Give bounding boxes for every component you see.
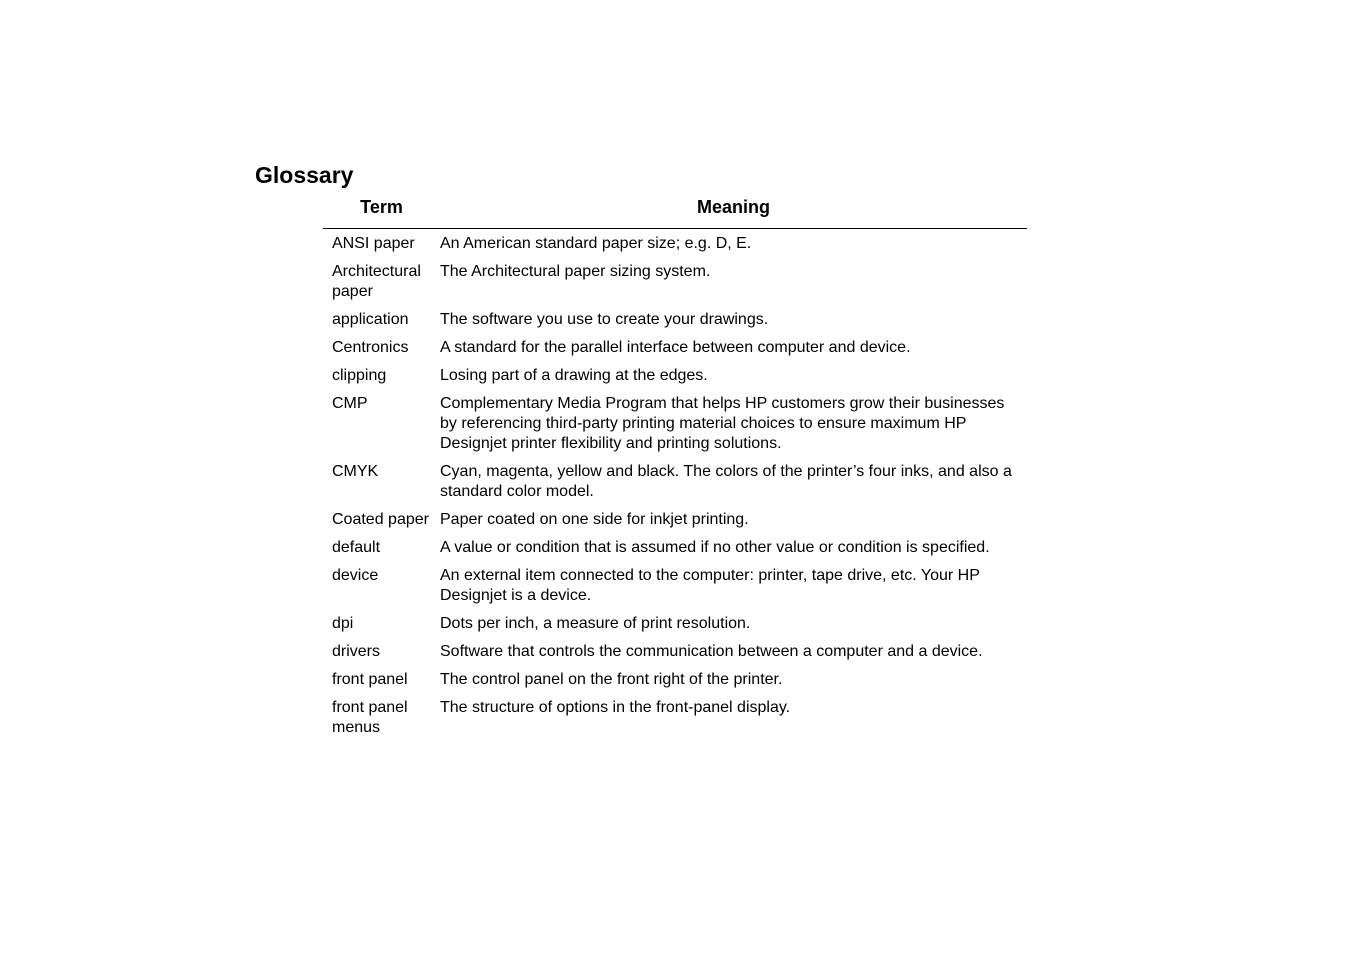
glossary-table <box>323 194 1027 742</box>
term-cell: Architectural paper <box>332 263 421 300</box>
meaning-cell: The software you use to create your drawings. <box>440 311 769 328</box>
meaning-cell: Paper coated on one side for inkjet printing. <box>440 511 749 528</box>
term-cell: Coated paper <box>332 511 429 528</box>
column-header-term: Term <box>360 197 403 217</box>
term-cell: drivers <box>332 643 381 660</box>
meaning-cell: A standard for the parallel interface between computer and device. <box>440 339 911 356</box>
table-header <box>323 194 1027 229</box>
meaning-cell: The Architectural paper sizing system. <box>440 263 711 280</box>
table-row <box>323 610 1027 638</box>
term-cell: front panel <box>332 671 408 688</box>
meaning-cell: Cyan, magenta, yellow and black. The colors of the printer’s four inks, and also a standard color model. <box>440 463 1012 500</box>
table-row <box>323 638 1027 666</box>
term-cell: device <box>332 567 379 584</box>
table-row <box>323 306 1027 334</box>
column-header-meaning: Meaning <box>696 197 770 217</box>
table-row <box>323 390 1027 458</box>
table-row <box>323 694 1027 742</box>
term-cell: default <box>332 539 381 556</box>
table-row <box>323 506 1027 534</box>
meaning-cell: Software that controls the communication between a computer and a device. <box>440 643 983 660</box>
meaning-cell: A value or condition that is assumed if no other value or condition is specified. <box>440 539 990 556</box>
term-cell: dpi <box>332 615 354 632</box>
meaning-cell: The control panel on the front right of the printer. <box>440 671 783 688</box>
table-row <box>323 458 1027 506</box>
term-cell: Centronics <box>332 339 409 356</box>
term-cell: application <box>332 311 409 328</box>
page-title: Glossary <box>255 162 354 188</box>
table-row <box>323 562 1027 610</box>
table-row <box>323 230 1027 258</box>
table-row <box>323 666 1027 694</box>
term-cell: CMYK <box>332 463 379 480</box>
term-cell: front panel menus <box>332 699 408 736</box>
meaning-cell: Losing part of a drawing at the edges. <box>440 367 708 384</box>
table-row <box>323 534 1027 562</box>
table-body <box>323 229 1027 742</box>
term-cell: ANSI paper <box>332 235 415 252</box>
meaning-cell: An external item connected to the computer: printer, tape drive, etc. Your HP Designjet is a device. <box>440 567 980 604</box>
term-cell: CMP <box>332 395 368 412</box>
meaning-cell: An American standard paper size; e.g. D, E. <box>440 235 752 252</box>
term-cell: clipping <box>332 367 387 384</box>
meaning-cell: Complementary Media Program that helps HP customers grow their businesses by referencing third-party printing material choices to ensure maximum HP Designjet printer flexibility and printing solutions. <box>440 395 1005 452</box>
table-row <box>323 258 1027 306</box>
table-row <box>323 334 1027 362</box>
meaning-cell: The structure of options in the front-panel display. <box>440 699 791 716</box>
meaning-cell: Dots per inch, a measure of print resolution. <box>440 615 751 632</box>
table-row <box>323 362 1027 390</box>
